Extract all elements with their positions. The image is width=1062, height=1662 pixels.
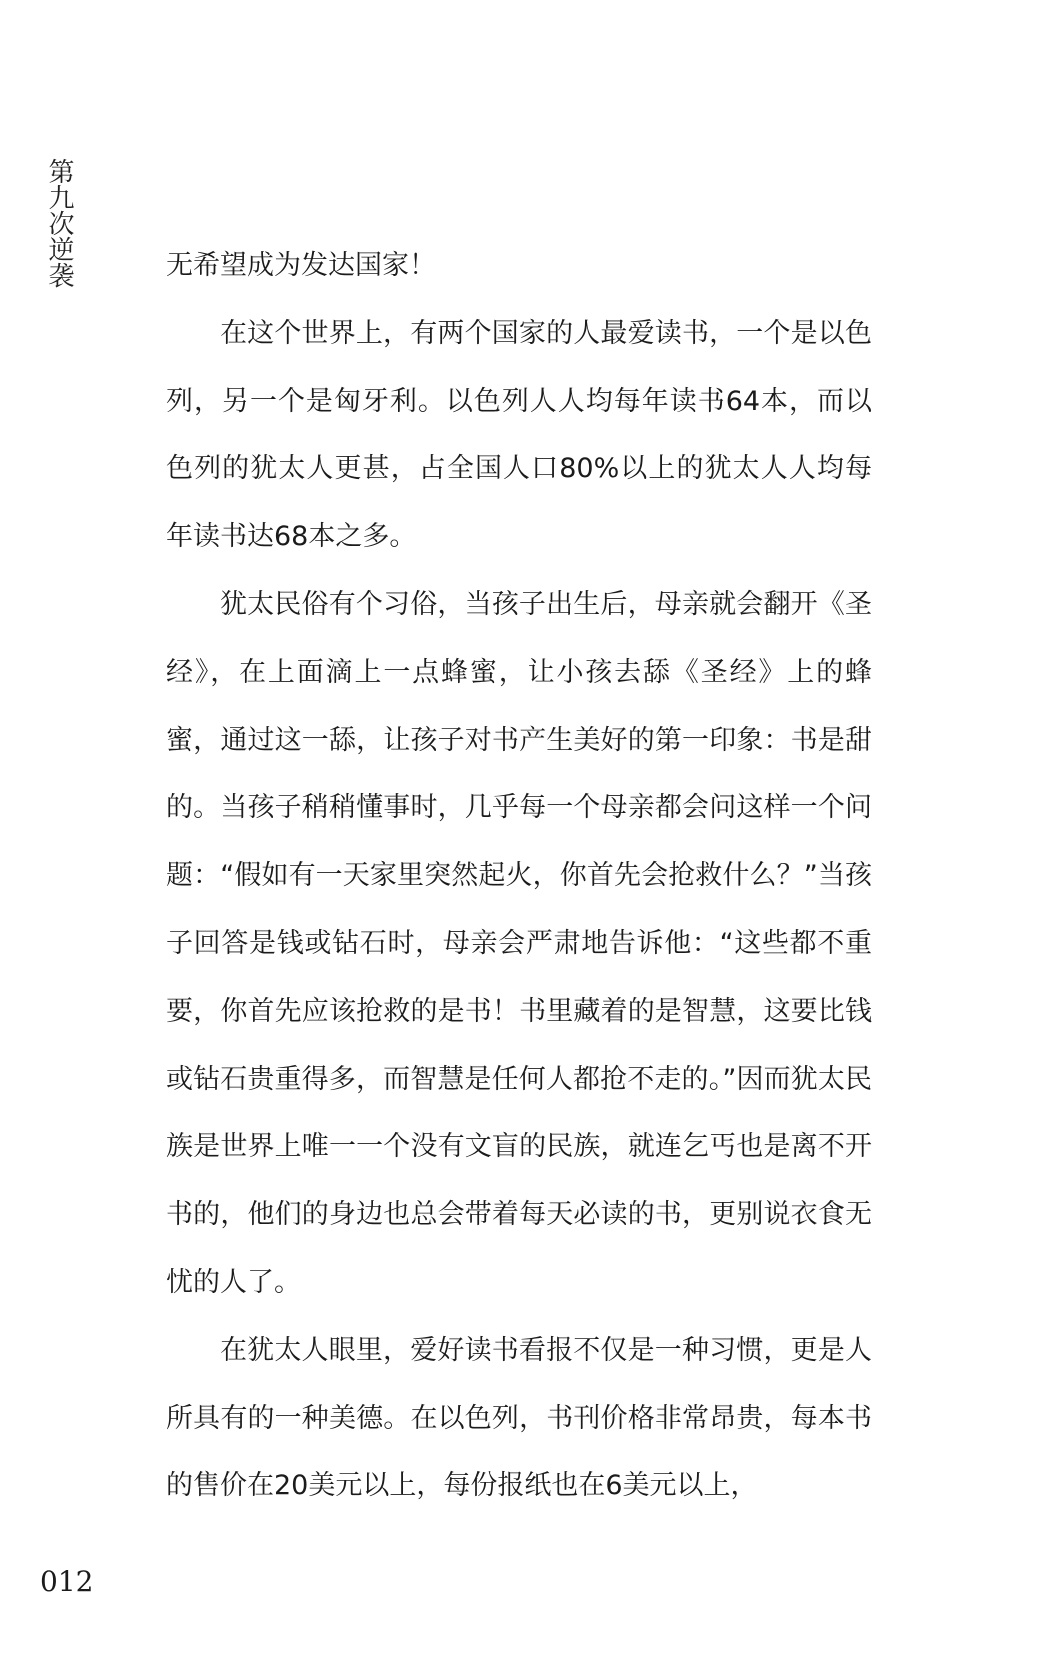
paragraph: 在犹太人眼里，爱好读书看报不仅是一种习惯，更是人所具有的一种美德。在以色列，书刊价格非常昂贵，每本书的售价在20美元以上，每份报纸也在6美元以上， [166, 1334, 872, 1502]
body-text [166, 232, 872, 1520]
paragraph: 无希望成为发达国家！ [166, 250, 436, 281]
page-number: 012 [40, 1565, 94, 1598]
paragraph: 在这个世界上，有两个国家的人最爱读书，一个是以色列，另一个是匈牙利。以色列人人均每年读书64本，而以色列的犹太人更甚，占全国人口80%以上的犹太人人均每年读书达68本之多。 [166, 317, 872, 553]
paragraph: 犹太民俗有个习俗，当孩子出生后，母亲就会翻开《圣经》，在上面滴上一点蜂蜜，让小孩去舔《圣经》上的蜂蜜，通过这一舔，让孩子对书产生美好的第一印象：书是甜的。当孩子稍稍懂事时，几乎每一个母亲都会问这样一个问题：“假如有一天家里突然起火，你首先会抢救什么？”当孩子回答是钱或钻石时，母亲会严肃地告诉他：“这些都不重要，你首先应该抢救的是书！书里藏着的是智慧，这要比钱或钻石贵重得多，而智慧是任何人都抢不走的。”因而犹太民族是世界上唯一一个没有文盲的民族，就连乞丐也是离不开书的，他们的身边也总会带着每天必读的书，更别说衣食无忧的人了。 [166, 588, 872, 1298]
running-title: 第九次逆袭 [44, 158, 74, 288]
